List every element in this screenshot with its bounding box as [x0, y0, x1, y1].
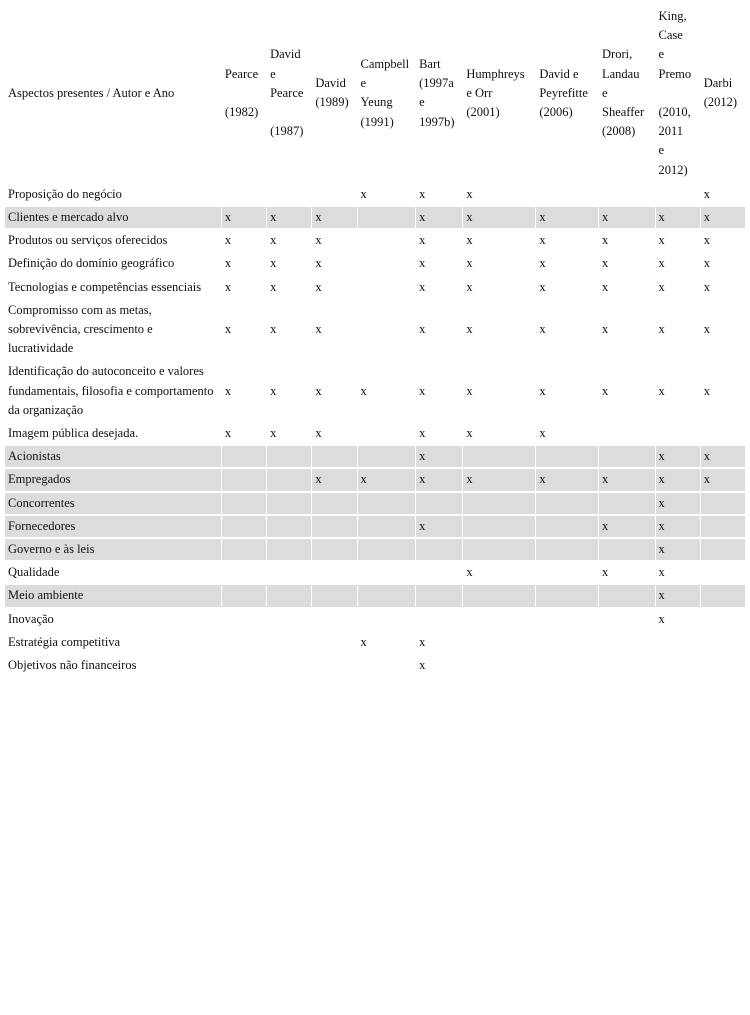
table-row [5, 493, 745, 514]
table-cell: x [658, 233, 665, 248]
row-label: Fornecedores [5, 516, 221, 537]
table-cell: x [701, 207, 745, 228]
column-header-line: Premo [658, 66, 692, 81]
table-cell: x [539, 426, 546, 441]
table-cell: x [701, 469, 745, 490]
row-label: Empregados [5, 469, 221, 490]
table-cell: x [656, 446, 700, 467]
column-header-line [225, 84, 263, 103]
table-cell: x [701, 446, 745, 467]
table-body [5, 184, 745, 676]
table-row [5, 609, 745, 630]
row-label: Proposição do negócio [8, 186, 122, 201]
table-cell [599, 539, 655, 560]
table-cell: x [222, 207, 266, 228]
table-cell [222, 493, 266, 514]
table-cell: x [539, 279, 546, 294]
column-header-line: Pearce [270, 85, 304, 100]
table-cell [312, 562, 356, 583]
row-label: Meio ambiente [5, 585, 221, 606]
authors-aspects-table [4, 4, 746, 678]
table-cell [267, 184, 311, 205]
table-cell [358, 423, 416, 444]
table-cell [312, 446, 356, 467]
table-cell: x [658, 383, 665, 398]
table-cell: x [602, 322, 609, 337]
table-cell: x [416, 469, 462, 490]
table-cell: x [466, 279, 473, 294]
table-cell: x [419, 279, 426, 294]
table-cell: x [463, 469, 535, 490]
column-header-line: Yeung [360, 95, 393, 110]
table-cell [599, 423, 655, 444]
table-cell [358, 655, 416, 676]
table-cell [536, 632, 598, 653]
table-cell [463, 539, 535, 560]
column-header-line: (1991) [360, 114, 394, 129]
table-cell [599, 493, 655, 514]
table-cell [656, 632, 700, 653]
table-header-row [5, 6, 745, 182]
table-cell [267, 469, 311, 490]
table-cell [536, 609, 598, 630]
table-cell: x [315, 256, 322, 271]
table-row [5, 207, 745, 228]
column-header-line: e [658, 47, 665, 62]
table-cell: x [658, 279, 665, 294]
column-header-line: (2010, [658, 105, 691, 120]
table-cell: x [270, 426, 277, 441]
table-cell [536, 562, 598, 583]
column-header-line: (2012) [703, 95, 738, 110]
table-cell [599, 184, 655, 205]
table-cell [267, 609, 311, 630]
table-cell [701, 655, 745, 676]
column-header-line: e [270, 66, 276, 81]
column-header-line: (2001) [466, 105, 500, 120]
table-cell [358, 230, 416, 251]
table-cell: x [270, 256, 277, 271]
table-cell: x [658, 565, 665, 580]
table-cell: x [602, 565, 609, 580]
table-row [5, 539, 745, 560]
corner-header: Aspectos presentes / Autor e Ano [8, 85, 175, 100]
table-row [5, 423, 745, 444]
table-cell [599, 632, 655, 653]
table-cell: x [419, 322, 426, 337]
column-header-line: (1987) [270, 124, 304, 139]
column-header [599, 6, 655, 182]
column-header-line: David e [539, 66, 579, 81]
table-cell: x [312, 469, 356, 490]
table-cell [701, 539, 745, 560]
table-cell: x [419, 634, 426, 649]
row-label: Objetivos não financeiros [8, 658, 137, 673]
table-cell [358, 207, 416, 228]
row-label: Clientes e mercado alvo [5, 207, 221, 228]
table-cell: x [656, 585, 700, 606]
column-header-line: 2011 [658, 124, 684, 139]
table-cell [536, 184, 598, 205]
table-cell [656, 423, 700, 444]
table-cell [312, 184, 356, 205]
column-header-line: e [360, 76, 367, 91]
column-header-line: (1982) [224, 105, 259, 120]
row-label: Acionistas [5, 446, 221, 467]
table-cell [463, 446, 535, 467]
column-header-line: Sheaffer [602, 105, 645, 120]
table-cell: x [602, 233, 609, 248]
table-cell [463, 632, 535, 653]
table-row [5, 655, 745, 676]
column-header-line: Landau [602, 66, 640, 81]
table-cell [463, 493, 535, 514]
table-cell [222, 562, 266, 583]
column-header [536, 6, 598, 182]
table-cell: x [539, 383, 546, 398]
table-cell: x [315, 322, 322, 337]
column-header-line: Humphreys [466, 66, 525, 81]
table-cell: x [419, 186, 426, 201]
table-cell [536, 516, 598, 537]
column-header [312, 6, 356, 182]
table-cell: x [358, 469, 416, 490]
table-cell [701, 516, 745, 537]
column-header-line: King, [658, 9, 687, 23]
table-cell: x [466, 256, 473, 271]
table-cell [358, 609, 416, 630]
table-cell [599, 585, 655, 606]
row-label: Definição do domínio geográfico [8, 256, 175, 271]
table-cell: x [466, 383, 473, 398]
column-header [416, 6, 462, 182]
table-cell [222, 516, 266, 537]
row-label: Concorrentes [5, 493, 221, 514]
table-cell: x [599, 207, 655, 228]
table-cell: x [602, 256, 609, 271]
row-label: Tecnologias e competências essenciais [8, 279, 202, 294]
table-cell [267, 493, 311, 514]
table-cell [358, 562, 416, 583]
table-cell: x [656, 516, 700, 537]
table-cell [312, 655, 356, 676]
table-cell [222, 469, 266, 490]
table-cell [701, 493, 745, 514]
table-cell: x [539, 233, 546, 248]
table-cell: x [463, 207, 535, 228]
table-cell [358, 539, 416, 560]
table-cell: x [466, 565, 473, 580]
table-row [5, 516, 745, 537]
row-label: Imagem pública desejada. [8, 426, 139, 441]
table-cell [267, 655, 311, 676]
table-cell: x [416, 446, 462, 467]
row-label: Qualidade [8, 565, 60, 580]
column-header-line: Peyrefitte [539, 85, 588, 100]
table-cell [312, 539, 356, 560]
table-cell [358, 300, 416, 360]
row-label: Compromisso com as metas, sobrevivência, crescimento e lucratividade [8, 302, 153, 356]
table-cell [312, 585, 356, 606]
row-label: Estratégia competitiva [8, 634, 121, 649]
table-cell [312, 516, 356, 537]
table-cell: x [315, 383, 322, 398]
table-cell [463, 655, 535, 676]
table-cell: x [224, 233, 232, 248]
table-cell: x [539, 322, 546, 337]
table-cell [463, 609, 535, 630]
table-row [5, 585, 745, 606]
table-cell [463, 516, 535, 537]
column-header-line: 2012) [658, 162, 688, 177]
table-cell: x [466, 186, 473, 201]
column-header-line: (2006) [539, 105, 573, 120]
table-cell [701, 423, 745, 444]
column-header-line [659, 84, 697, 103]
column-header-line: (1997a [419, 76, 454, 91]
table-cell: x [224, 279, 232, 294]
table-cell [267, 585, 311, 606]
table-cell [358, 253, 416, 274]
table-cell: x [419, 233, 426, 248]
table-cell [599, 655, 655, 676]
table-cell [267, 446, 311, 467]
table-cell [358, 516, 416, 537]
table-cell: x [658, 256, 665, 271]
table-cell: x [315, 233, 322, 248]
table-cell: x [539, 256, 546, 271]
column-header-line: David [270, 47, 301, 62]
table-row [5, 361, 745, 421]
table-cell [701, 609, 745, 630]
table-cell: x [270, 279, 277, 294]
table-cell [599, 609, 655, 630]
table-row [5, 253, 745, 274]
table-cell [312, 632, 356, 653]
table-cell: x [703, 233, 710, 248]
table-row [5, 446, 745, 467]
table-cell: x [466, 322, 473, 337]
table-cell: x [360, 634, 367, 649]
table-cell [536, 539, 598, 560]
table-cell: x [360, 186, 367, 201]
table-row [5, 277, 745, 298]
table-cell: x [267, 207, 311, 228]
table-cell: x [602, 383, 609, 398]
table-row [5, 562, 745, 583]
column-header-line: Campbell [360, 57, 410, 71]
table-cell: x [466, 233, 473, 248]
table-cell [463, 585, 535, 606]
table-row [5, 300, 745, 360]
table-cell: x [224, 426, 232, 441]
column-header-line: Case [658, 28, 683, 43]
table-cell: x [419, 256, 426, 271]
table-cell: x [703, 383, 710, 398]
table-cell: x [536, 469, 598, 490]
column-header [656, 6, 700, 182]
table-cell [312, 493, 356, 514]
table-row [5, 632, 745, 653]
table-row [5, 469, 745, 490]
table-cell [416, 562, 462, 583]
table-cell: x [656, 469, 700, 490]
table-cell: x [270, 233, 277, 248]
table-cell [222, 609, 266, 630]
row-label: Identificação do autoconceito e valores fundamentais, filosofia e comportamento da organização [8, 364, 214, 417]
table-cell: x [224, 256, 232, 271]
table-cell: x [656, 493, 700, 514]
column-header-line: Drori, [602, 47, 633, 62]
column-header-line: e Orr [466, 85, 493, 100]
table-cell [656, 655, 700, 676]
table-cell: x [270, 322, 277, 337]
column-header-line: Darbi [703, 76, 733, 91]
table-cell [536, 446, 598, 467]
column-header [701, 6, 745, 182]
column-header-line: e [602, 85, 608, 100]
table-cell: x [703, 256, 710, 271]
table-cell: x [419, 383, 426, 398]
table-cell: x [312, 207, 356, 228]
table-cell: x [658, 322, 665, 337]
table-cell [536, 585, 598, 606]
table-cell: x [270, 383, 277, 398]
column-header-line: David [315, 76, 346, 91]
table-cell: x [703, 186, 710, 201]
table-cell [358, 493, 416, 514]
column-header [358, 6, 416, 182]
table-cell [656, 184, 700, 205]
table-cell [701, 562, 745, 583]
row-label: Produtos ou serviços oferecidos [8, 233, 168, 248]
table-cell: x [703, 322, 710, 337]
table-cell [416, 609, 462, 630]
table-cell [358, 277, 416, 298]
table-cell [358, 585, 416, 606]
table-cell [267, 539, 311, 560]
row-label: Governo e às leis [5, 539, 221, 560]
table-row [5, 230, 745, 251]
table-cell: x [703, 279, 710, 294]
table-cell: x [599, 516, 655, 537]
table-cell: x [656, 207, 700, 228]
table-cell [222, 655, 266, 676]
table-cell [701, 585, 745, 606]
column-header [267, 6, 311, 182]
row-label: Inovação [8, 611, 54, 626]
table-cell: x [315, 279, 322, 294]
table-cell [222, 446, 266, 467]
table-cell: x [536, 207, 598, 228]
column-header-line: e [419, 95, 425, 110]
table-cell [222, 184, 266, 205]
table-cell [416, 493, 462, 514]
column-header [222, 6, 266, 182]
column-header [463, 6, 535, 182]
table-cell [267, 562, 311, 583]
table-cell [222, 632, 266, 653]
table-cell: x [419, 426, 426, 441]
column-header-line [270, 103, 308, 122]
table-cell [599, 446, 655, 467]
table-cell: x [656, 539, 700, 560]
table-cell: x [466, 426, 473, 441]
table-cell [701, 632, 745, 653]
table-cell [358, 446, 416, 467]
table-cell [416, 539, 462, 560]
table-cell: x [315, 426, 322, 441]
table-row [5, 184, 745, 205]
table-cell: x [599, 469, 655, 490]
column-header-line: e [658, 143, 665, 158]
table-cell: x [416, 516, 462, 537]
column-header-line: Pearce [224, 66, 259, 81]
table-cell: x [360, 383, 367, 398]
document-body [4, 4, 746, 678]
table-cell [536, 493, 598, 514]
column-header-line: 1997b) [419, 114, 455, 129]
table-cell [267, 516, 311, 537]
table-cell: x [224, 383, 232, 398]
table-cell: x [419, 658, 426, 673]
column-header-line: (2008) [602, 124, 636, 139]
table-cell [416, 585, 462, 606]
table-cell: x [602, 279, 609, 294]
table-cell [312, 609, 356, 630]
table-cell: x [658, 611, 665, 626]
column-header-line: Bart [419, 57, 441, 71]
table-cell: x [224, 322, 232, 337]
table-cell [222, 539, 266, 560]
column-header-line: (1989) [315, 95, 349, 110]
table-cell [267, 632, 311, 653]
table-cell [536, 655, 598, 676]
table-cell: x [416, 207, 462, 228]
table-cell [222, 585, 266, 606]
